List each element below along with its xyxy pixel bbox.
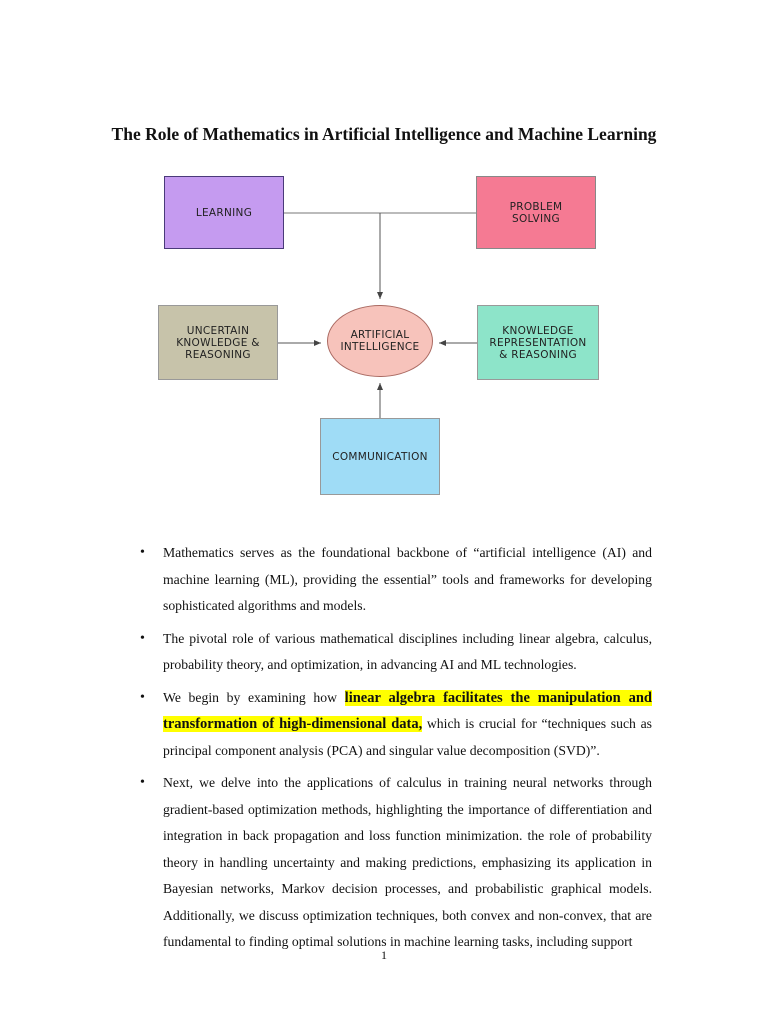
communication-box: COMMUNICATION — [320, 418, 440, 495]
list-item — [136, 626, 652, 679]
knowledge-representation-box: KNOWLEDGE REPRESENTATION & REASONING — [477, 305, 599, 380]
bullet-text: Next, we delve into the applications of calculus in training neural networks through gradient-based optimization methods, highlighting the importance of differentiation and integration in back propagation and loss function minimization. the role of probability theory in handling uncertainty and making predictions, emphasizing its application in Bayesian networks, Markov decision processes, and probabilistic graphical models. Additionally, we discuss optimization techniques, both convex and non-convex, that are fundamental to finding optimal solutions in machine learning tasks, including support — [163, 775, 652, 949]
problem-solving-box: PROBLEM SOLVING — [476, 176, 596, 249]
artificial-intelligence-node: ARTIFICIAL INTELLIGENCE — [327, 305, 433, 377]
uncertain-knowledge-box: UNCERTAIN KNOWLEDGE & REASONING — [158, 305, 278, 380]
bullet-text — [163, 685, 652, 765]
bullet-list — [136, 540, 652, 956]
bullet-text-pre: We begin by examining how — [163, 689, 345, 705]
page-title: The Role of Mathematics in Artificial Intelligence and Machine Learning — [111, 124, 657, 144]
list-item — [136, 540, 652, 620]
list-item — [136, 770, 652, 956]
ai-diagram — [150, 168, 610, 508]
learning-box: LEARNING — [164, 176, 284, 249]
bullet-icon: • — [140, 775, 145, 790]
bullet-icon: • — [140, 545, 145, 560]
bullet-text: The pivotal role of various mathematical disciplines including linear algebra, calculus, probability theory, and optimization, in advancing AI and ML technologies. — [163, 630, 652, 672]
bullet-text: Mathematics serves as the foundational backbone of “artificial intelligence (AI) and machine learning (ML), providing the essential” tools and frameworks for developing sophisticated algorithms and models. — [163, 545, 652, 613]
highlighted-text: linear algebra facilitates the manipulation and transformation of high-dimensional data, — [163, 689, 652, 732]
page-number: 1 — [381, 948, 387, 962]
bullet-icon: • — [140, 689, 145, 705]
list-item — [136, 685, 652, 765]
bullet-icon: • — [140, 630, 145, 646]
bullet-text-post: which is crucial for “techniques such as principal component analysis (PCA) and singular value decomposition (SVD)”. — [163, 716, 652, 758]
